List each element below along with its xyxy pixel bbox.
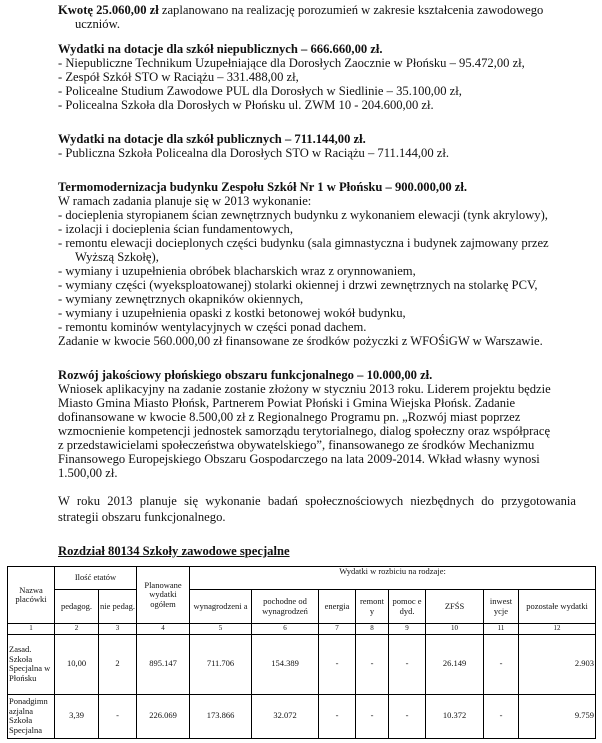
heading-rozwoj: Rozwój jakościowy płońskiego obszaru funkcjonalnego – 10.000,00 zł. [58,368,433,382]
column-number: 9 [389,624,426,635]
table-cell: - [389,694,426,738]
intro-text: zaplanowano na realizację porozumień w zakresie kształcenia zawodowego [158,3,544,17]
list-item: - Publiczna Szkoła Policealna dla Dorosłych STO w Raciążu – 711.144,00 zł. [58,146,450,160]
column-number: 3 [99,624,137,635]
table-cell: 10,00 [55,634,99,694]
text-line: Zadanie w kwocie 560.000,00 zł finansowane ze środków pożyczki z WFOŚiGW w Warszawie. [58,334,543,348]
table-cell: - [389,634,426,694]
header-wydatki: Wydatki w rozbiciu na rodzaje: [190,567,596,590]
table-cell: 2 [99,634,137,694]
header-col: wynagrodzeni a [190,590,252,624]
list-item: - Niepubliczne Technikum Uzupełniające dla Dorosłych Zaocznie w Płońsku – 95.472,00 zł, [58,56,525,70]
text-line: wzmocnienie kompetencji jednostek samorządu terytorialnego, dialog społeczny oraz współpracę [58,424,551,438]
heading-niepubliczne: Wydatki na dotacje dla szkół niepublicznych – 666.660,00 zł. [58,42,383,56]
list-item: - wymiany zewnętrznych okapników okiennych, [58,292,304,306]
table-cell: - [484,694,519,738]
column-number: 5 [190,624,252,635]
text-line: Miasto Gmina Miasto Płońsk, Partnerem Powiat Płoński i Gmina Wiejska Płońsk. Zadanie [58,396,516,410]
header-ilosc-etatow: Ilość etatów [55,567,137,590]
intro-line-2: uczniów. [75,17,120,31]
list-item: - remontu elewacji docieplonych części budynku (sala gimnastyczna i budynek zajmowany przez [58,236,549,250]
text-line: W roku 2013 planuje się wykonanie badań społecznościowych niezbędnych do przygotowania [58,494,576,508]
list-item: - docieplenia styropianem ścian zewnętrznych budynku z wykonaniem elewacji (tynk akrylowy), [58,208,548,222]
header-col: energia [319,590,356,624]
column-number: 10 [426,624,484,635]
table-cell: 2.903 [519,634,596,694]
text-line: z przedstawicielami społeczeństwa obywatelskiego”, finansowanego ze środków Mechanizmu [58,438,535,452]
table-cell: 711.706 [190,634,252,694]
column-number: 1 [8,624,55,635]
table-cell: 3,39 [55,694,99,738]
table-cell: - [356,634,389,694]
table-cell: 10.372 [426,694,484,738]
section-title: Rozdział 80134 Szkoły zawodowe specjalne [58,544,290,558]
header-col: ZFŚS [426,590,484,624]
list-item: - Policealne Studium Zawodowe PUL dla Dorosłych w Siedlinie – 35.100,00 zł, [58,84,462,98]
header-col: inwest ycje [484,590,519,624]
row-name: Ponadgimn azjalna Szkoła Specjalna [8,694,55,738]
column-number: 8 [356,624,389,635]
column-numbers-row [8,624,596,635]
table-cell: 9.759 [519,694,596,738]
table-cell: - [319,694,356,738]
list-item: - remontu kominów wentylacyjnych w części ponad dachem. [58,320,367,334]
list-item: - Policealna Szkoła dla Dorosłych w Płońsku ul. ZWM 10 - 204.600,00 zł. [58,98,434,112]
text-line: W ramach zadania planuje się w 2013 wykonanie: [58,194,312,208]
column-number: 7 [319,624,356,635]
column-number: 12 [519,624,596,635]
list-item-continuation: Wyższą Szkołę), [75,250,159,264]
column-number: 11 [484,624,519,635]
table-cell: 26.149 [426,634,484,694]
table-row [8,634,596,694]
text-line: Finansowego Europejskiego Obszaru Gospodarczego na lata 2009-2014. Wkład własny wynosi [58,452,540,466]
table-row [8,694,596,738]
header-planowane: Planowane wydatki ogółem [137,567,190,624]
list-item: - wymiany i uzupełnienia opaski z kostki betonowej wokół budynku, [58,306,406,320]
list-item: - wymiany i uzupełnienia obróbek blacharskich wraz z orynnowaniem, [58,264,416,278]
text-line: strategii obszaru funkcjonalnego. [58,510,226,524]
header-col: pozostałe wydatki [519,590,596,624]
table-cell: 226.069 [137,694,190,738]
table-cell: 173.866 [190,694,252,738]
column-number: 4 [137,624,190,635]
table-cell: 895.147 [137,634,190,694]
header-nazwa: Nazwa placówki [8,567,55,624]
table-cell: - [319,634,356,694]
expenses-table [7,566,596,739]
header-pedag: pedagog. [55,590,99,624]
table-cell: 154.389 [252,634,319,694]
header-col: remont y [356,590,389,624]
table-cell: 32.072 [252,694,319,738]
intro-amount: Kwotę 25.060,00 zł [58,3,159,17]
list-item: - izolacji i docieplenia ścian fundamentowych, [58,222,293,236]
header-col: pochodne od wynagrodzeń [252,590,319,624]
text-line: dofinansowane w kwocie 8.500,00 zł z Regionalnego Programu pn. „Rozwój miast poprzez [58,410,521,424]
text-line: 1.500,00 zł. [58,466,118,480]
header-niepedag: nie pedag. [99,590,137,624]
list-item: - Zespół Szkół STO w Raciążu – 331.488,00 zł, [58,70,299,84]
header-col: pomoc e dyd. [389,590,426,624]
list-item: - wymiany części (wyeksploatowanej) stolarki okiennej i drzwi zewnętrznych na stolarkę PCV, [58,278,538,292]
row-name: Zasad. Szkoła Specjalna w Płońsku [8,634,55,694]
table-cell: - [99,694,137,738]
table-cell: - [484,634,519,694]
intro-line-1 [58,3,543,17]
column-number: 6 [252,624,319,635]
heading-termomodernizacja: Termomodernizacja budynku Zespołu Szkół Nr 1 w Płońsku – 900.000,00 zł. [58,180,468,194]
column-number: 2 [55,624,99,635]
table-cell: - [356,694,389,738]
text-line: Wniosek aplikacyjny na zadanie zostanie złożony w styczniu 2013 roku. Liderem projektu będzie [58,382,551,396]
heading-publiczne: Wydatki na dotacje dla szkół publicznych – 711.144,00 zł. [58,132,366,146]
